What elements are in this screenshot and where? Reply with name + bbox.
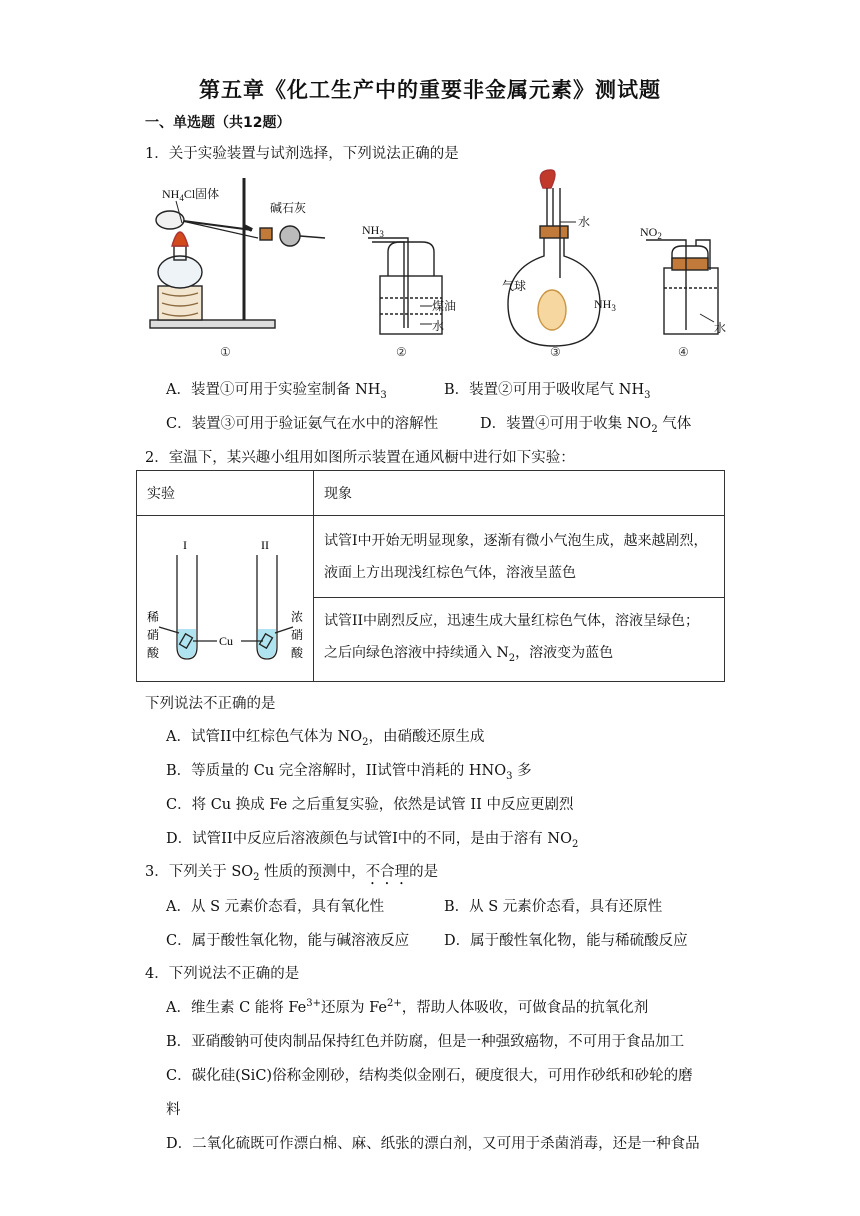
- question-3-stem: 3．下列关于 $SO_2$ 性质的预测中，不合理的是: [145, 864, 439, 883]
- dilute-label-2: 硝: [147, 627, 160, 642]
- q1-option-c: C．装置③可用于验证氨气在水中的溶解性: [166, 416, 439, 432]
- q3-option-c: C．属于酸性氧化物，能与碱溶液反应: [166, 933, 410, 949]
- experiment-figure-cell: [137, 516, 314, 682]
- q1-option-d: D．装置④可用于收集 $NO_2$ 气体: [480, 416, 692, 435]
- conc-label-3: 酸: [291, 645, 304, 660]
- label-kerosene: 煤油: [432, 299, 457, 313]
- tube-label-2: II: [261, 537, 269, 552]
- test-tube-figure: [137, 517, 313, 677]
- label-nh3-2: $NH_3$: [362, 223, 384, 239]
- label-nh4cl: $NH_4Cl$固体: [162, 187, 220, 203]
- label-soda-lime: 碱石灰: [270, 201, 307, 215]
- conc-label-1: 浓: [291, 609, 304, 624]
- q1-apparatus-figure: [140, 168, 740, 368]
- q1-option-a: A．装置①可用于实验室制备 $NH_3$: [166, 382, 387, 401]
- label-water-4: 水: [714, 321, 727, 335]
- q3-option-d: D．属于酸性氧化物，能与稀硫酸反应: [444, 933, 688, 949]
- copper-label: Cu: [219, 633, 234, 648]
- label-balloon: 气球: [502, 279, 527, 293]
- table-header-experiment: 实验: [137, 471, 314, 516]
- q4-option-c-line2: 料: [166, 1102, 181, 1118]
- experiment-table: [136, 470, 725, 682]
- q2-option-c: C．将 Cu 换成 Fe 之后重复实验，依然是试管 II 中反应更剧烈: [166, 797, 574, 813]
- label-nh3-3: $NH_3$: [594, 297, 616, 313]
- q4-option-b: B．亚硝酸钠可使肉制品保持红色并防腐，但是一种强致癌物，不可用于食品加工: [166, 1034, 685, 1050]
- q4-option-d: D．二氧化硫既可作漂白棉、麻、纸张的漂白剂，又可用于杀菌消毒，还是一种食品: [166, 1136, 700, 1152]
- phenomenon-tube-2: 试管II中剧烈反应，迅速生成大量红棕色气体，溶液呈绿色； 之后向绿色溶液中持续通入 $N_2$，溶液变为蓝色: [314, 598, 725, 682]
- question-1-stem: 1．关于实验装置与试剂选择，下列说法正确的是: [145, 146, 459, 162]
- label-no2: $NO_2$: [640, 225, 662, 241]
- q4-option-a: A．维生素 C 能将 $Fe^{3+}$还原为 $Fe^{2+}$，帮助人体吸收，可做食品的抗氧化剂: [166, 998, 649, 1016]
- conc-label-2: 硝: [291, 627, 304, 642]
- question-4-stem: 4．下列说法不正确的是: [145, 966, 300, 982]
- q3-option-b: B．从 S 元素价态看，具有还原性: [444, 899, 663, 915]
- label-number-4: ④: [678, 345, 689, 359]
- label-number-1: ①: [220, 345, 231, 359]
- apparatus-3: [508, 170, 600, 346]
- dilute-label-3: 酸: [147, 645, 160, 660]
- tube-label-1: I: [183, 537, 187, 552]
- label-water-2: 水: [432, 319, 445, 333]
- apparatus-4: [646, 240, 718, 334]
- q2-option-b: B．等质量的 Cu 完全溶解时，II试管中消耗的 $HNO_3$ 多: [166, 763, 532, 782]
- question-2-stem: 2．室温下，某兴趣小组用如图所示装置在通风橱中进行如下实验：: [145, 450, 575, 466]
- label-number-3: ③: [550, 345, 561, 359]
- q2-option-d: D．试管II中反应后溶液颜色与试管I中的不同，是由于溶有 $NO_2$: [166, 831, 579, 850]
- label-number-2: ②: [396, 345, 407, 359]
- q4-option-c-line1: C．碳化硅(SiC)俗称金刚砂，结构类似金刚石，硬度很大，可用作砂纸和砂轮的磨: [166, 1068, 693, 1084]
- q2-option-a: A．试管II中红棕色气体为 $NO_2$，由硝酸还原生成: [166, 729, 485, 748]
- q2-prompt: 下列说法不正确的是: [145, 696, 276, 712]
- phenomenon-tube-1: 试管I中开始无明显现象，逐渐有微小气泡生成，越来越剧烈， 液面上方出现浅红棕色气体，溶液呈蓝色: [314, 516, 725, 598]
- q3-option-a: A．从 S 元素价态看，具有氧化性: [166, 899, 385, 915]
- section-heading: 一、单选题（共12题）: [145, 115, 291, 131]
- page-title: 第五章《化工生产中的重要非金属元素》测试题: [199, 78, 661, 102]
- label-water-3: 水: [578, 215, 591, 229]
- table-header-phenomenon: 现象: [314, 471, 725, 516]
- dilute-label-1: 稀: [147, 609, 160, 624]
- q1-option-b: B．装置②可用于吸收尾气 $NH_3$: [444, 382, 651, 401]
